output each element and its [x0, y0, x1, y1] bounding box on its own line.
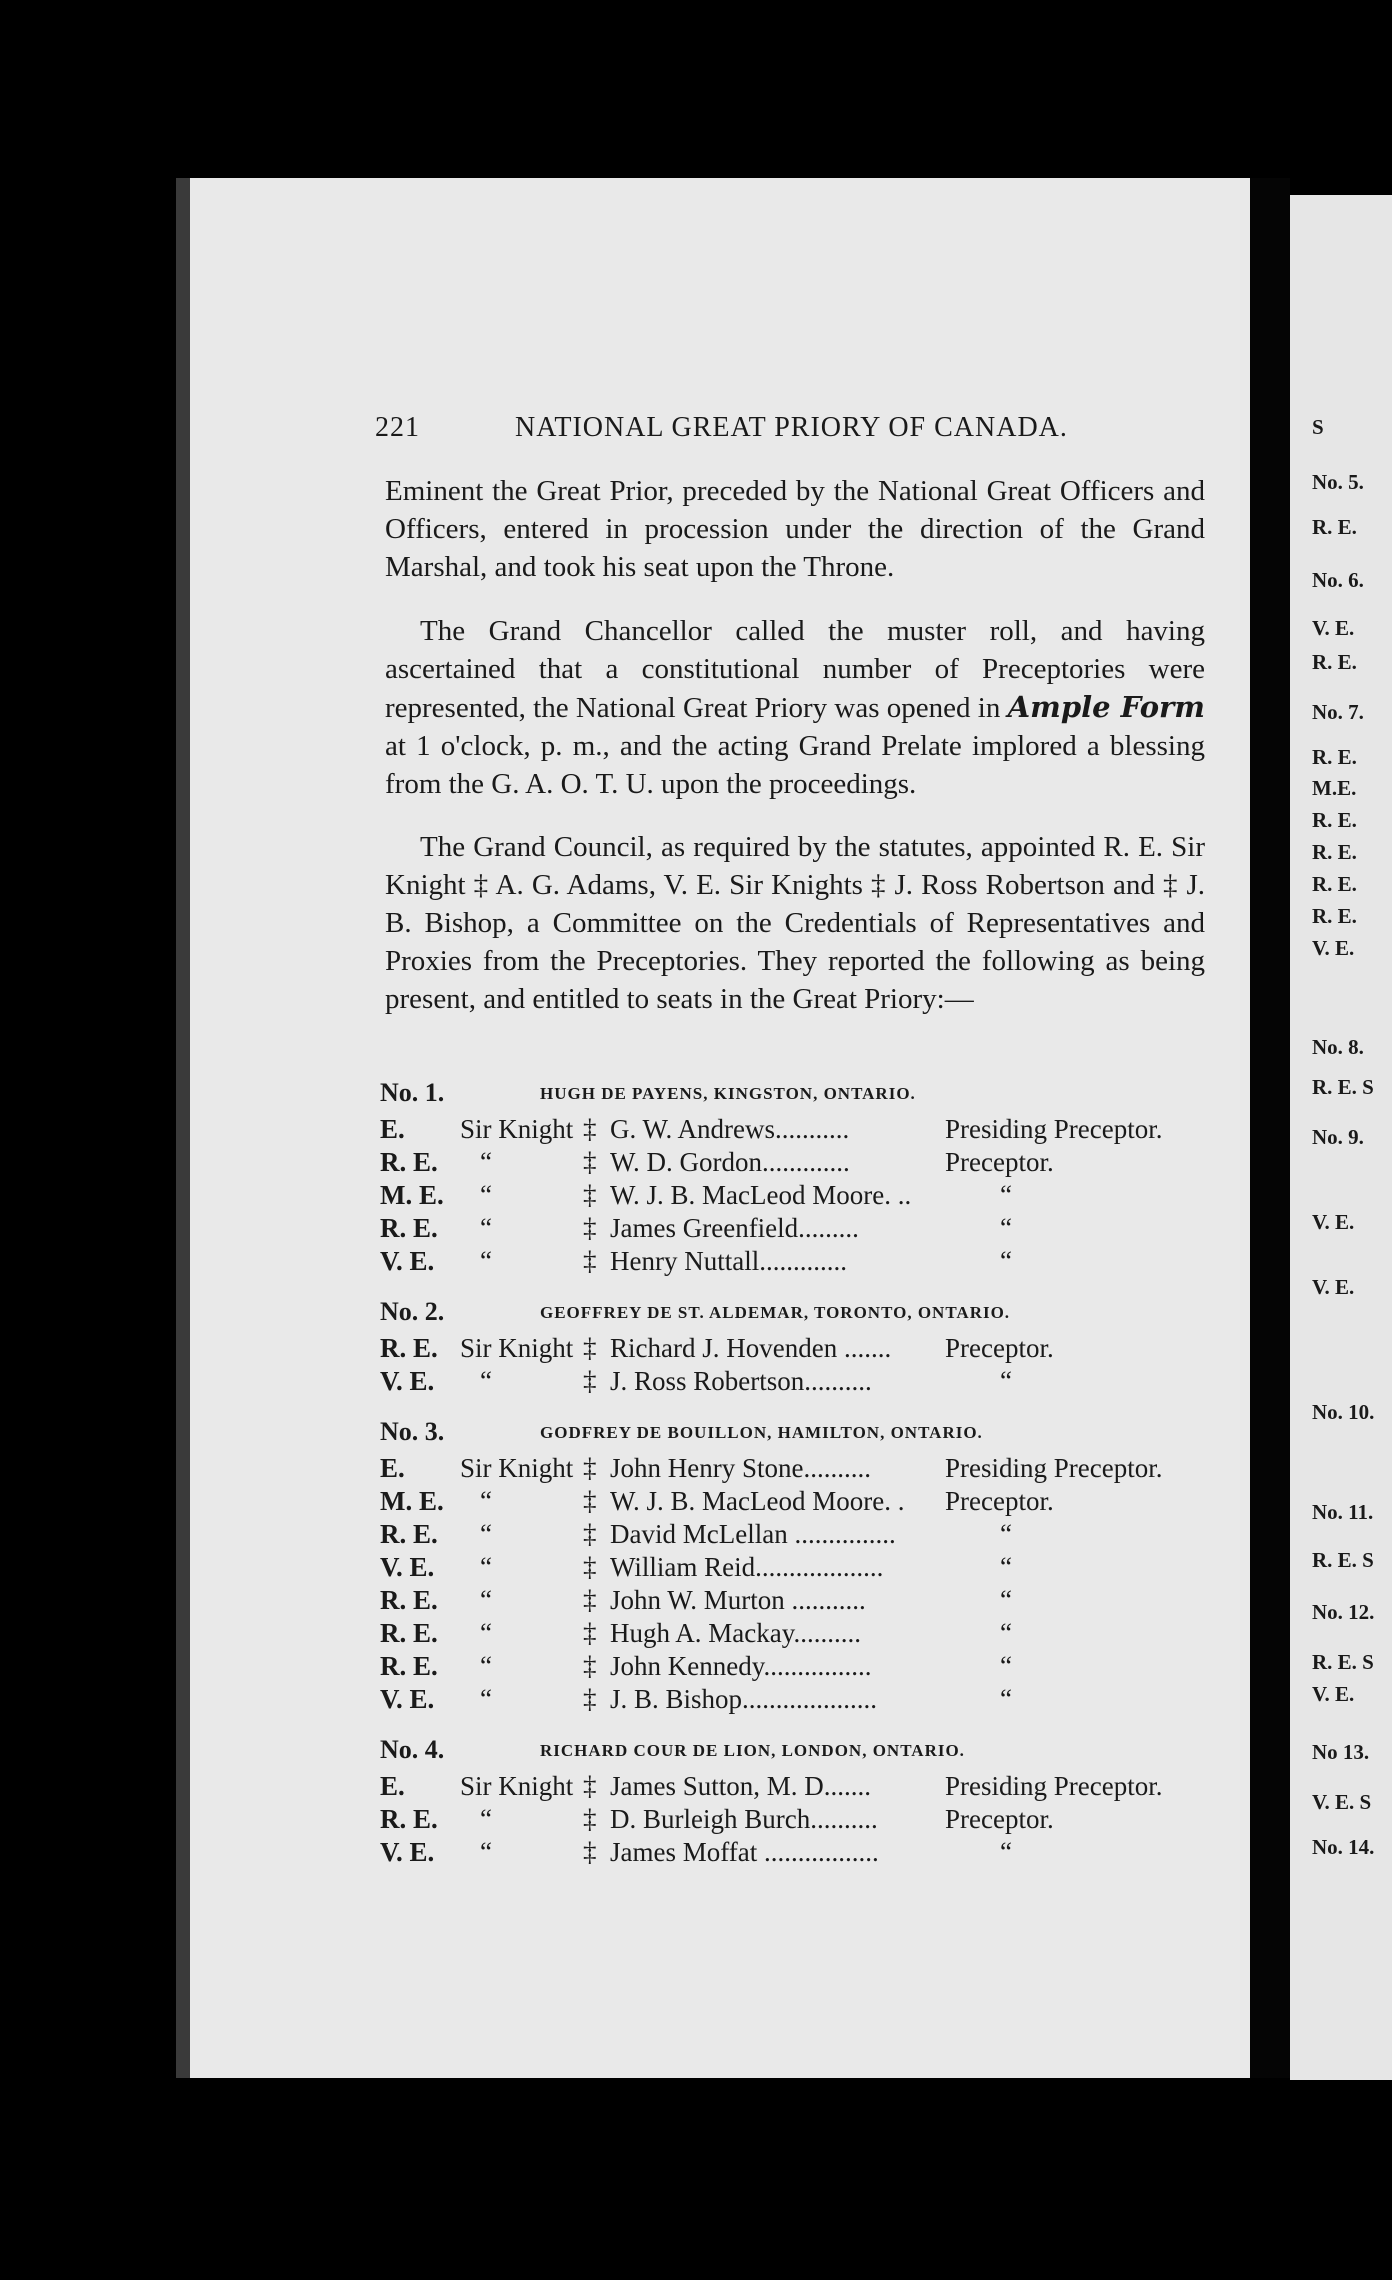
member-title: Sir Knight: [460, 1453, 574, 1483]
preceptory-name: RICHARD COUR DE LION, LONDON, ONTARIO.: [540, 1741, 965, 1760]
member-rank: E.: [380, 1771, 405, 1801]
dagger-mark: ‡: [583, 1837, 597, 1867]
dagger-mark: ‡: [583, 1114, 597, 1144]
member-title: “: [480, 1180, 492, 1210]
preceptory-header: [380, 1078, 1210, 1114]
dagger-mark: ‡: [583, 1651, 597, 1681]
member-office: Presiding Preceptor.: [945, 1771, 1163, 1801]
member-title: “: [480, 1147, 492, 1177]
book-gutter: [1250, 178, 1290, 2078]
member-rank: E.: [380, 1114, 405, 1144]
member-office: “: [1000, 1684, 1012, 1714]
adjacent-fragment: V. E.: [1312, 936, 1355, 960]
adjacent-fragment: No. 8.: [1312, 1035, 1364, 1059]
member-row: [380, 1180, 1210, 1213]
adjacent-fragment: R. E.: [1312, 745, 1357, 769]
member-row: [380, 1651, 1210, 1684]
member-title: “: [480, 1618, 492, 1648]
dagger-mark: ‡: [583, 1180, 597, 1210]
dagger-mark: ‡: [583, 1771, 597, 1801]
member-title: “: [480, 1552, 492, 1582]
member-rank: R. E.: [380, 1651, 438, 1681]
member-name: J. Ross Robertson..........: [610, 1366, 872, 1396]
member-office: “: [1000, 1552, 1012, 1582]
paragraph-2: [385, 612, 1205, 803]
member-office: “: [1000, 1651, 1012, 1681]
adjacent-fragment: V. E. S: [1312, 1790, 1372, 1814]
member-name: J. B. Bishop....................: [610, 1684, 878, 1714]
paragraph-3: The Grand Council, as required by the statutes, appointed R. E. Sir Knight ‡ A. G. Adams, V. E. Sir Knights ‡ J. Ross Robertson and ‡ J. B. Bishop, a Committee on the Credentials of Representatives and Proxies from the Preceptories. They reported the following as being present, and entitled to seats in the Great Priory:—: [385, 831, 1205, 1015]
member-office: “: [1000, 1519, 1012, 1549]
member-name: W. D. Gordon.............: [610, 1147, 850, 1177]
member-title: “: [480, 1486, 492, 1516]
member-office: Preceptor.: [945, 1486, 1054, 1516]
member-office: “: [1000, 1180, 1012, 1210]
adjacent-fragment: R. E. S: [1312, 1548, 1374, 1572]
dagger-mark: ‡: [583, 1333, 597, 1363]
member-row: [380, 1618, 1210, 1651]
adjacent-fragment: M.E.: [1312, 776, 1357, 800]
dagger-mark: ‡: [583, 1552, 597, 1582]
member-rank: M. E.: [380, 1180, 444, 1210]
member-rank: V. E.: [380, 1246, 435, 1276]
preceptory-name: GODFREY DE BOUILLON, HAMILTON, ONTARIO.: [540, 1423, 983, 1442]
adjacent-fragment: R. E.: [1312, 840, 1357, 864]
member-name: Henry Nuttall.............: [610, 1246, 847, 1276]
adjacent-fragment: S: [1312, 415, 1324, 439]
member-row: [380, 1147, 1210, 1180]
member-row: [380, 1246, 1210, 1279]
member-name: James Sutton, M. D.......: [610, 1771, 872, 1801]
member-row: [380, 1519, 1210, 1552]
adjacent-fragment: No. 10.: [1312, 1400, 1375, 1424]
member-rank: E.: [380, 1453, 405, 1483]
dagger-mark: ‡: [583, 1453, 597, 1483]
member-row: [380, 1771, 1210, 1804]
adjacent-fragment: No 13.: [1312, 1740, 1370, 1764]
running-title: NATIONAL GREAT PRIORY OF CANADA.: [515, 412, 1068, 443]
member-name: James Moffat .................: [610, 1837, 879, 1867]
preceptory-section: [380, 1078, 1210, 1279]
dagger-mark: ‡: [583, 1486, 597, 1516]
member-title: “: [480, 1585, 492, 1615]
member-row: [380, 1837, 1210, 1870]
preceptory-name: GEOFFREY DE ST. ALDEMAR, TORONTO, ONTARIO.: [540, 1303, 1011, 1322]
member-rank: R. E.: [380, 1333, 438, 1363]
preceptory-number: No. 4.: [380, 1735, 445, 1764]
dagger-mark: ‡: [583, 1366, 597, 1396]
adjacent-fragment: R. E.: [1312, 808, 1357, 832]
running-head: [375, 412, 1235, 452]
member-title: “: [480, 1804, 492, 1834]
member-office: “: [1000, 1585, 1012, 1615]
member-rank: R. E.: [380, 1618, 438, 1648]
member-rank: R. E.: [380, 1585, 438, 1615]
preceptory-header: [380, 1735, 1210, 1771]
member-office: Presiding Preceptor.: [945, 1453, 1163, 1483]
member-office: “: [1000, 1366, 1012, 1396]
member-office: “: [1000, 1213, 1012, 1243]
adjacent-fragment: R. E.: [1312, 650, 1357, 674]
preceptory-section: [380, 1417, 1210, 1717]
member-name: W. J. B. MacLeod Moore. .: [610, 1486, 905, 1516]
member-row: [380, 1366, 1210, 1399]
adjacent-fragment: R. E.: [1312, 904, 1357, 928]
member-title: “: [480, 1651, 492, 1681]
adjacent-fragment: V. E.: [1312, 1275, 1355, 1299]
member-office: Presiding Preceptor.: [945, 1114, 1163, 1144]
member-office: “: [1000, 1246, 1012, 1276]
member-rank: R. E.: [380, 1147, 438, 1177]
member-name: Hugh A. Mackay..........: [610, 1618, 861, 1648]
page-number: 221: [375, 412, 420, 443]
preceptory-number: No. 3.: [380, 1417, 445, 1446]
member-title: “: [480, 1519, 492, 1549]
member-rank: M. E.: [380, 1486, 444, 1516]
member-rank: R. E.: [380, 1213, 438, 1243]
preceptory-name: HUGH DE PAYENS, KINGSTON, ONTARIO.: [540, 1084, 916, 1103]
member-name: David McLellan ...............: [610, 1519, 896, 1549]
member-row: [380, 1213, 1210, 1246]
dagger-mark: ‡: [583, 1147, 597, 1177]
adjacent-fragment: V. E.: [1312, 616, 1355, 640]
member-row: [380, 1333, 1210, 1366]
preceptory-number: No. 2.: [380, 1297, 445, 1326]
member-row: [380, 1114, 1210, 1147]
member-rank: V. E.: [380, 1837, 435, 1867]
paragraph-2-before: The Grand Chancellor called the muster roll, and having ascertained that a constitutional number of Preceptories were represented, the National Great Priory was opened in: [385, 615, 1205, 724]
member-name: William Reid...................: [610, 1552, 884, 1582]
adjacent-fragment: V. E.: [1312, 1682, 1355, 1706]
dagger-mark: ‡: [583, 1684, 597, 1714]
member-name: John Henry Stone..........: [610, 1453, 871, 1483]
adjacent-fragment: R. E.: [1312, 872, 1357, 896]
member-name: James Greenfield.........: [610, 1213, 859, 1243]
member-office: Preceptor.: [945, 1804, 1054, 1834]
paragraph-2-after: at 1 o'clock, p. m., and the acting Grand Prelate implored a blessing from the G. A. O. T. U. upon the proceedings.: [385, 730, 1205, 800]
member-name: John Kennedy................: [610, 1651, 872, 1681]
preceptory-section: [380, 1735, 1210, 1870]
dagger-mark: ‡: [583, 1213, 597, 1243]
member-rank: V. E.: [380, 1684, 435, 1714]
member-office: “: [1000, 1618, 1012, 1648]
adjacent-fragment: No. 6.: [1312, 568, 1364, 592]
preceptory-number: No. 1.: [380, 1078, 445, 1107]
member-name: W. J. B. MacLeod Moore. ..: [610, 1180, 912, 1210]
preceptory-list: [380, 1078, 1210, 1888]
member-row: [380, 1486, 1210, 1519]
member-title: “: [480, 1684, 492, 1714]
member-title: Sir Knight: [460, 1114, 574, 1144]
preceptory-header: [380, 1417, 1210, 1453]
adjacent-fragment: No. 12.: [1312, 1600, 1375, 1624]
blackletter-phrase: Ample Form: [1007, 690, 1205, 724]
member-office: Preceptor.: [945, 1147, 1054, 1177]
dagger-mark: ‡: [583, 1804, 597, 1834]
paragraph-1: Eminent the Great Prior, preceded by the National Great Officers and Officers, entered in procession under the direction of the Grand Marshal, and took his seat upon the Throne.: [385, 475, 1205, 583]
adjacent-fragment: R. E. S: [1312, 1650, 1374, 1674]
member-row: [380, 1585, 1210, 1618]
member-row: [380, 1684, 1210, 1717]
member-rank: V. E.: [380, 1366, 435, 1396]
page-edge-shadow: [176, 178, 190, 2078]
adjacent-fragment: R. E.: [1312, 515, 1357, 539]
adjacent-fragment: No. 14.: [1312, 1835, 1375, 1859]
dagger-mark: ‡: [583, 1519, 597, 1549]
member-office: Preceptor.: [945, 1333, 1054, 1363]
adjacent-fragment: R. E. S: [1312, 1075, 1374, 1099]
member-rank: R. E.: [380, 1519, 438, 1549]
preceptory-header: [380, 1297, 1210, 1333]
adjacent-fragment: No. 7.: [1312, 700, 1364, 724]
adjacent-fragment: V. E.: [1312, 1210, 1355, 1234]
member-row: [380, 1453, 1210, 1486]
member-row: [380, 1804, 1210, 1837]
member-title: Sir Knight: [460, 1333, 574, 1363]
member-title: “: [480, 1246, 492, 1276]
adjacent-fragment: No. 9.: [1312, 1125, 1364, 1149]
dagger-mark: ‡: [583, 1246, 597, 1276]
member-rank: R. E.: [380, 1804, 438, 1834]
member-row: [380, 1552, 1210, 1585]
dagger-mark: ‡: [583, 1618, 597, 1648]
member-title: Sir Knight: [460, 1771, 574, 1801]
member-name: D. Burleigh Burch..........: [610, 1804, 878, 1834]
member-name: John W. Murton ...........: [610, 1585, 866, 1615]
dagger-mark: ‡: [583, 1585, 597, 1615]
member-office: “: [1000, 1837, 1012, 1867]
member-title: “: [480, 1213, 492, 1243]
member-name: Richard J. Hovenden .......: [610, 1333, 892, 1363]
member-rank: V. E.: [380, 1552, 435, 1582]
member-title: “: [480, 1837, 492, 1867]
preceptory-section: [380, 1297, 1210, 1399]
member-title: “: [480, 1366, 492, 1396]
member-name: G. W. Andrews...........: [610, 1114, 850, 1144]
adjacent-fragment: No. 5.: [1312, 470, 1364, 494]
adjacent-fragment: No. 11.: [1312, 1500, 1374, 1524]
